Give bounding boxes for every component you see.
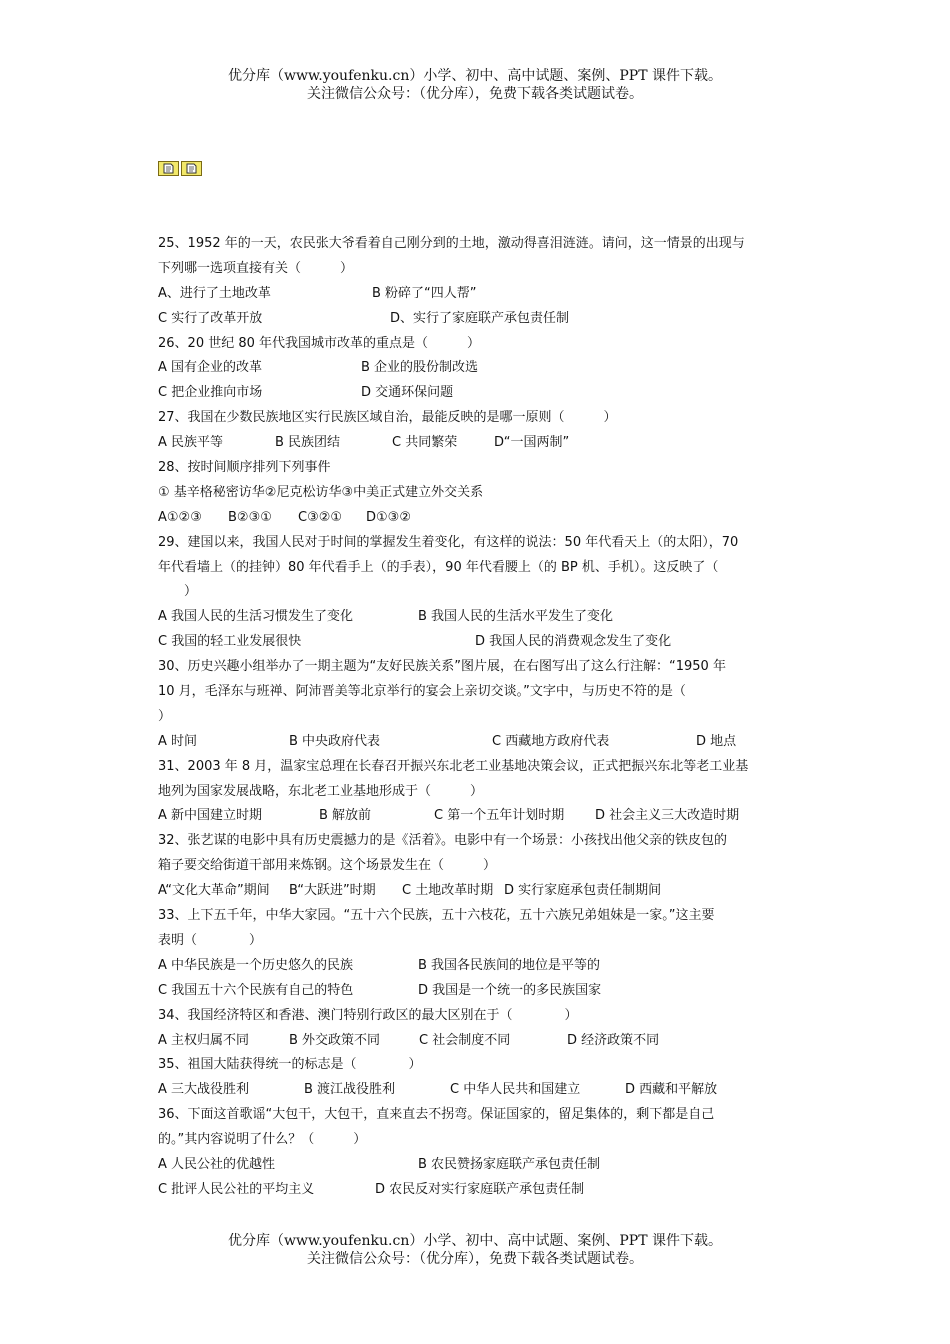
q28-option-b[interactable]: B②③①: [228, 509, 272, 525]
q32-option-d[interactable]: D 实行家庭承包责任制期间: [504, 883, 662, 899]
q29-option-d[interactable]: D 我国人民的消费观念发生了变化: [475, 634, 672, 650]
q29-stem-line-1: 29、建国以来，我国人民对于时间的掌握发生着变化，有这样的说法：50 年代看天上（的太阳），70: [158, 534, 739, 550]
q25-stem-line-2: 下列哪一选项直接有关（ ）: [158, 260, 354, 276]
q29-option-c[interactable]: C 我国的轻工业发展很快: [158, 634, 302, 650]
q33-stem-line-1: 33、上下五千年，中华大家园。“五十六个民族，五十六枝花，五十六族兄弟姐妹是一家。”这主要: [158, 908, 715, 924]
q33-options-row-2: [158, 979, 818, 1004]
q25-stem-line-1: 25、1952 年的一天，农民张大爷看着自己刚分到的土地，激动得喜泪涟涟。请问，这一情景的出现与: [158, 236, 745, 251]
q26-option-d[interactable]: D 交通环保问题: [361, 385, 454, 401]
q33-stem-line-2: 表明（ ）: [158, 932, 263, 948]
q27-option-c[interactable]: C 共同繁荣: [392, 435, 458, 451]
q36-options-row-1: [158, 1153, 818, 1178]
q33-option-d[interactable]: D 我国是一个统一的多民族国家: [418, 982, 602, 998]
q35-stem-line-1: 35、祖国大陆获得统一的标志是（ ）: [158, 1057, 422, 1073]
q29-option-b[interactable]: B 我国人民的生活水平发生了变化: [418, 609, 614, 625]
q32-stem-line-2: 箱子要交给街道干部用来炼钢。这个场景发生在（ ）: [158, 858, 497, 874]
q27-stem-line-1: 27、我国在少数民族地区实行民族区域自治，最能反映的是哪一原则（ ）: [158, 410, 617, 426]
q33-option-c[interactable]: C 我国五十六个民族有自己的特色: [158, 982, 354, 998]
q25-option-b[interactable]: B 粉碎了“四人帮”: [372, 285, 477, 301]
document-icon[interactable]: [158, 161, 179, 176]
document-icon[interactable]: [181, 161, 202, 176]
q30-option-d[interactable]: D 地点: [696, 733, 737, 749]
q34-options-row: [158, 1029, 818, 1054]
q26-options-row-1: [158, 356, 818, 381]
q32-option-b[interactable]: B“大跃进”时期: [289, 883, 376, 899]
q25-option-d[interactable]: D、实行了家庭联产承包责任制: [390, 310, 570, 326]
header-line-1: 优分库（www.youfenku.cn）小学、初中、高中试题、案例、PPT 课件下载。: [227, 68, 722, 84]
q27-option-d[interactable]: D“一国两制”: [494, 435, 570, 451]
q30-stem-line-1: 30、历史兴趣小组举办了一期主题为“友好民族关系”图片展，在右图写出了这么行注解：“1950 年: [158, 659, 726, 675]
q30-stem-line-2: 10 月，毛泽东与班禅、阿沛晋美等北京举行的宴会上亲切交谈。”文字中，与历史不符的是（: [158, 684, 686, 700]
q26-options-row-2: [158, 381, 818, 406]
page-header: [0, 67, 950, 103]
q36-options-row-2: [158, 1178, 818, 1203]
q30-option-c[interactable]: C 西藏地方政府代表: [492, 733, 610, 749]
q25-option-c[interactable]: C 实行了改革开放: [158, 310, 263, 326]
q34-option-b[interactable]: B 外交政策不同: [289, 1032, 381, 1048]
q32-option-c[interactable]: C 土地改革时期: [402, 883, 494, 899]
q28-option-c[interactable]: C③②①: [298, 509, 343, 525]
q29-stem-line-2: 年代看墙上（的挂钟）80 年代看手上（的手表），90 年代看腰上（的 BP 机、手机）。这反映了（: [158, 559, 719, 575]
q26-option-a[interactable]: A 国有企业的改革: [158, 360, 263, 376]
q27-option-b[interactable]: B 民族团结: [275, 435, 341, 451]
q36-stem-line-2: 的。”其内容说明了什么？（ ）: [158, 1132, 367, 1148]
q35-option-c[interactable]: C 中华人民共和国建立: [450, 1082, 581, 1098]
q29-options-row-2: [158, 630, 818, 655]
q25-option-a[interactable]: A、进行了土地改革: [158, 285, 271, 301]
q26-option-c[interactable]: C 把企业推向市场: [158, 385, 263, 401]
q32-stem-line-1: 32、张艺谋的电影中具有历史震撼力的是《活着》。电影中有一个场景：小孩找出他父亲的铁皮包的: [158, 833, 728, 849]
q26-option-b[interactable]: B 企业的股份制改选: [361, 360, 479, 376]
q31-option-b[interactable]: B 解放前: [319, 808, 372, 824]
q28-stem-line-2: ① 基辛格秘密访华②尼克松访华③中美正式建立外交关系: [158, 484, 484, 500]
question-list: [158, 232, 818, 1203]
q34-option-c[interactable]: C 社会制度不同: [419, 1032, 511, 1048]
q29-stem-line-3: ）: [158, 584, 198, 600]
q26-stem-line-1: 26、20 世纪 80 年代我国城市改革的重点是（ ）: [158, 335, 481, 351]
q35-option-d[interactable]: D 西藏和平解放: [625, 1082, 718, 1098]
q36-option-d[interactable]: D 农民反对实行家庭联产承包责任制: [375, 1181, 585, 1197]
q31-stem-line-2: 地列为国家发展战略，东北老工业基地形成于（ ）: [158, 783, 484, 799]
q31-option-c[interactable]: C 第一个五年计划时期: [434, 808, 565, 824]
q27-option-a[interactable]: A 民族平等: [158, 435, 224, 451]
q35-option-a[interactable]: A 三大战役胜利: [158, 1082, 250, 1098]
q30-stem-line-3: ）: [158, 708, 172, 724]
q28-option-d[interactable]: D①③②: [366, 509, 411, 525]
header-line-2: 关注微信公众号：（优分库），免费下载各类试题试卷。: [307, 86, 643, 102]
q25-options-row-2: [158, 307, 818, 332]
q25-options-row-1: [158, 282, 818, 307]
footer-line-1: 优分库（www.youfenku.cn）小学、初中、高中试题、案例、PPT 课件下载。: [227, 1233, 722, 1249]
q30-options-row: [158, 730, 818, 755]
q31-option-a[interactable]: A 新中国建立时期: [158, 808, 263, 824]
q30-option-b[interactable]: B 中央政府代表: [289, 733, 381, 749]
page-footer: [0, 1232, 950, 1268]
q33-options-row-1: [158, 954, 818, 979]
q35-options-row: [158, 1078, 818, 1103]
q36-stem-line-1: 36、下面这首歌谣“大包干，大包干，直来直去不拐弯。保证国家的，留足集体的，剩下都是自己: [158, 1107, 715, 1123]
q34-stem-line-1: 34、我国经济特区和香港、澳门特别行政区的最大区别在于（ ）: [158, 1007, 578, 1023]
q33-option-a[interactable]: A 中华民族是一个历史悠久的民族: [158, 957, 354, 973]
q33-option-b[interactable]: B 我国各民族间的地位是平等的: [418, 957, 601, 973]
q36-option-b[interactable]: B 农民赞扬家庭联产承包责任制: [418, 1156, 601, 1172]
icon-bar: [158, 161, 202, 176]
q28-option-a[interactable]: A①②③: [158, 509, 202, 525]
q29-options-row-1: [158, 605, 818, 630]
q31-stem-line-1: 31、2003 年 8 月，温家宝总理在长春召开振兴东北老工业基地决策会议，正式把振兴东北等老工业基: [158, 758, 749, 774]
footer-line-2: 关注微信公众号：（优分库），免费下载各类试题试卷。: [307, 1251, 643, 1267]
q32-option-a[interactable]: A“文化大革命”期间: [158, 883, 270, 899]
q28-stem-line-1: 28、按时间顺序排列下列事件: [158, 460, 331, 476]
q36-option-a[interactable]: A 人民公社的优越性: [158, 1156, 276, 1172]
q35-option-b[interactable]: B 渡江战役胜利: [304, 1082, 396, 1098]
q30-option-a[interactable]: A 时间: [158, 733, 198, 749]
q32-options-row: [158, 879, 818, 904]
q28-options-row: [158, 506, 818, 531]
q31-option-d[interactable]: D 社会主义三大改造时期: [595, 808, 740, 824]
q34-option-a[interactable]: A 主权归属不同: [158, 1032, 250, 1048]
q27-options-row: [158, 431, 818, 456]
q29-option-a[interactable]: A 我国人民的生活习惯发生了变化: [158, 609, 354, 625]
q36-option-c[interactable]: C 批评人民公社的平均主义: [158, 1181, 315, 1197]
q31-options-row: [158, 804, 818, 829]
q34-option-d[interactable]: D 经济政策不同: [567, 1032, 660, 1048]
